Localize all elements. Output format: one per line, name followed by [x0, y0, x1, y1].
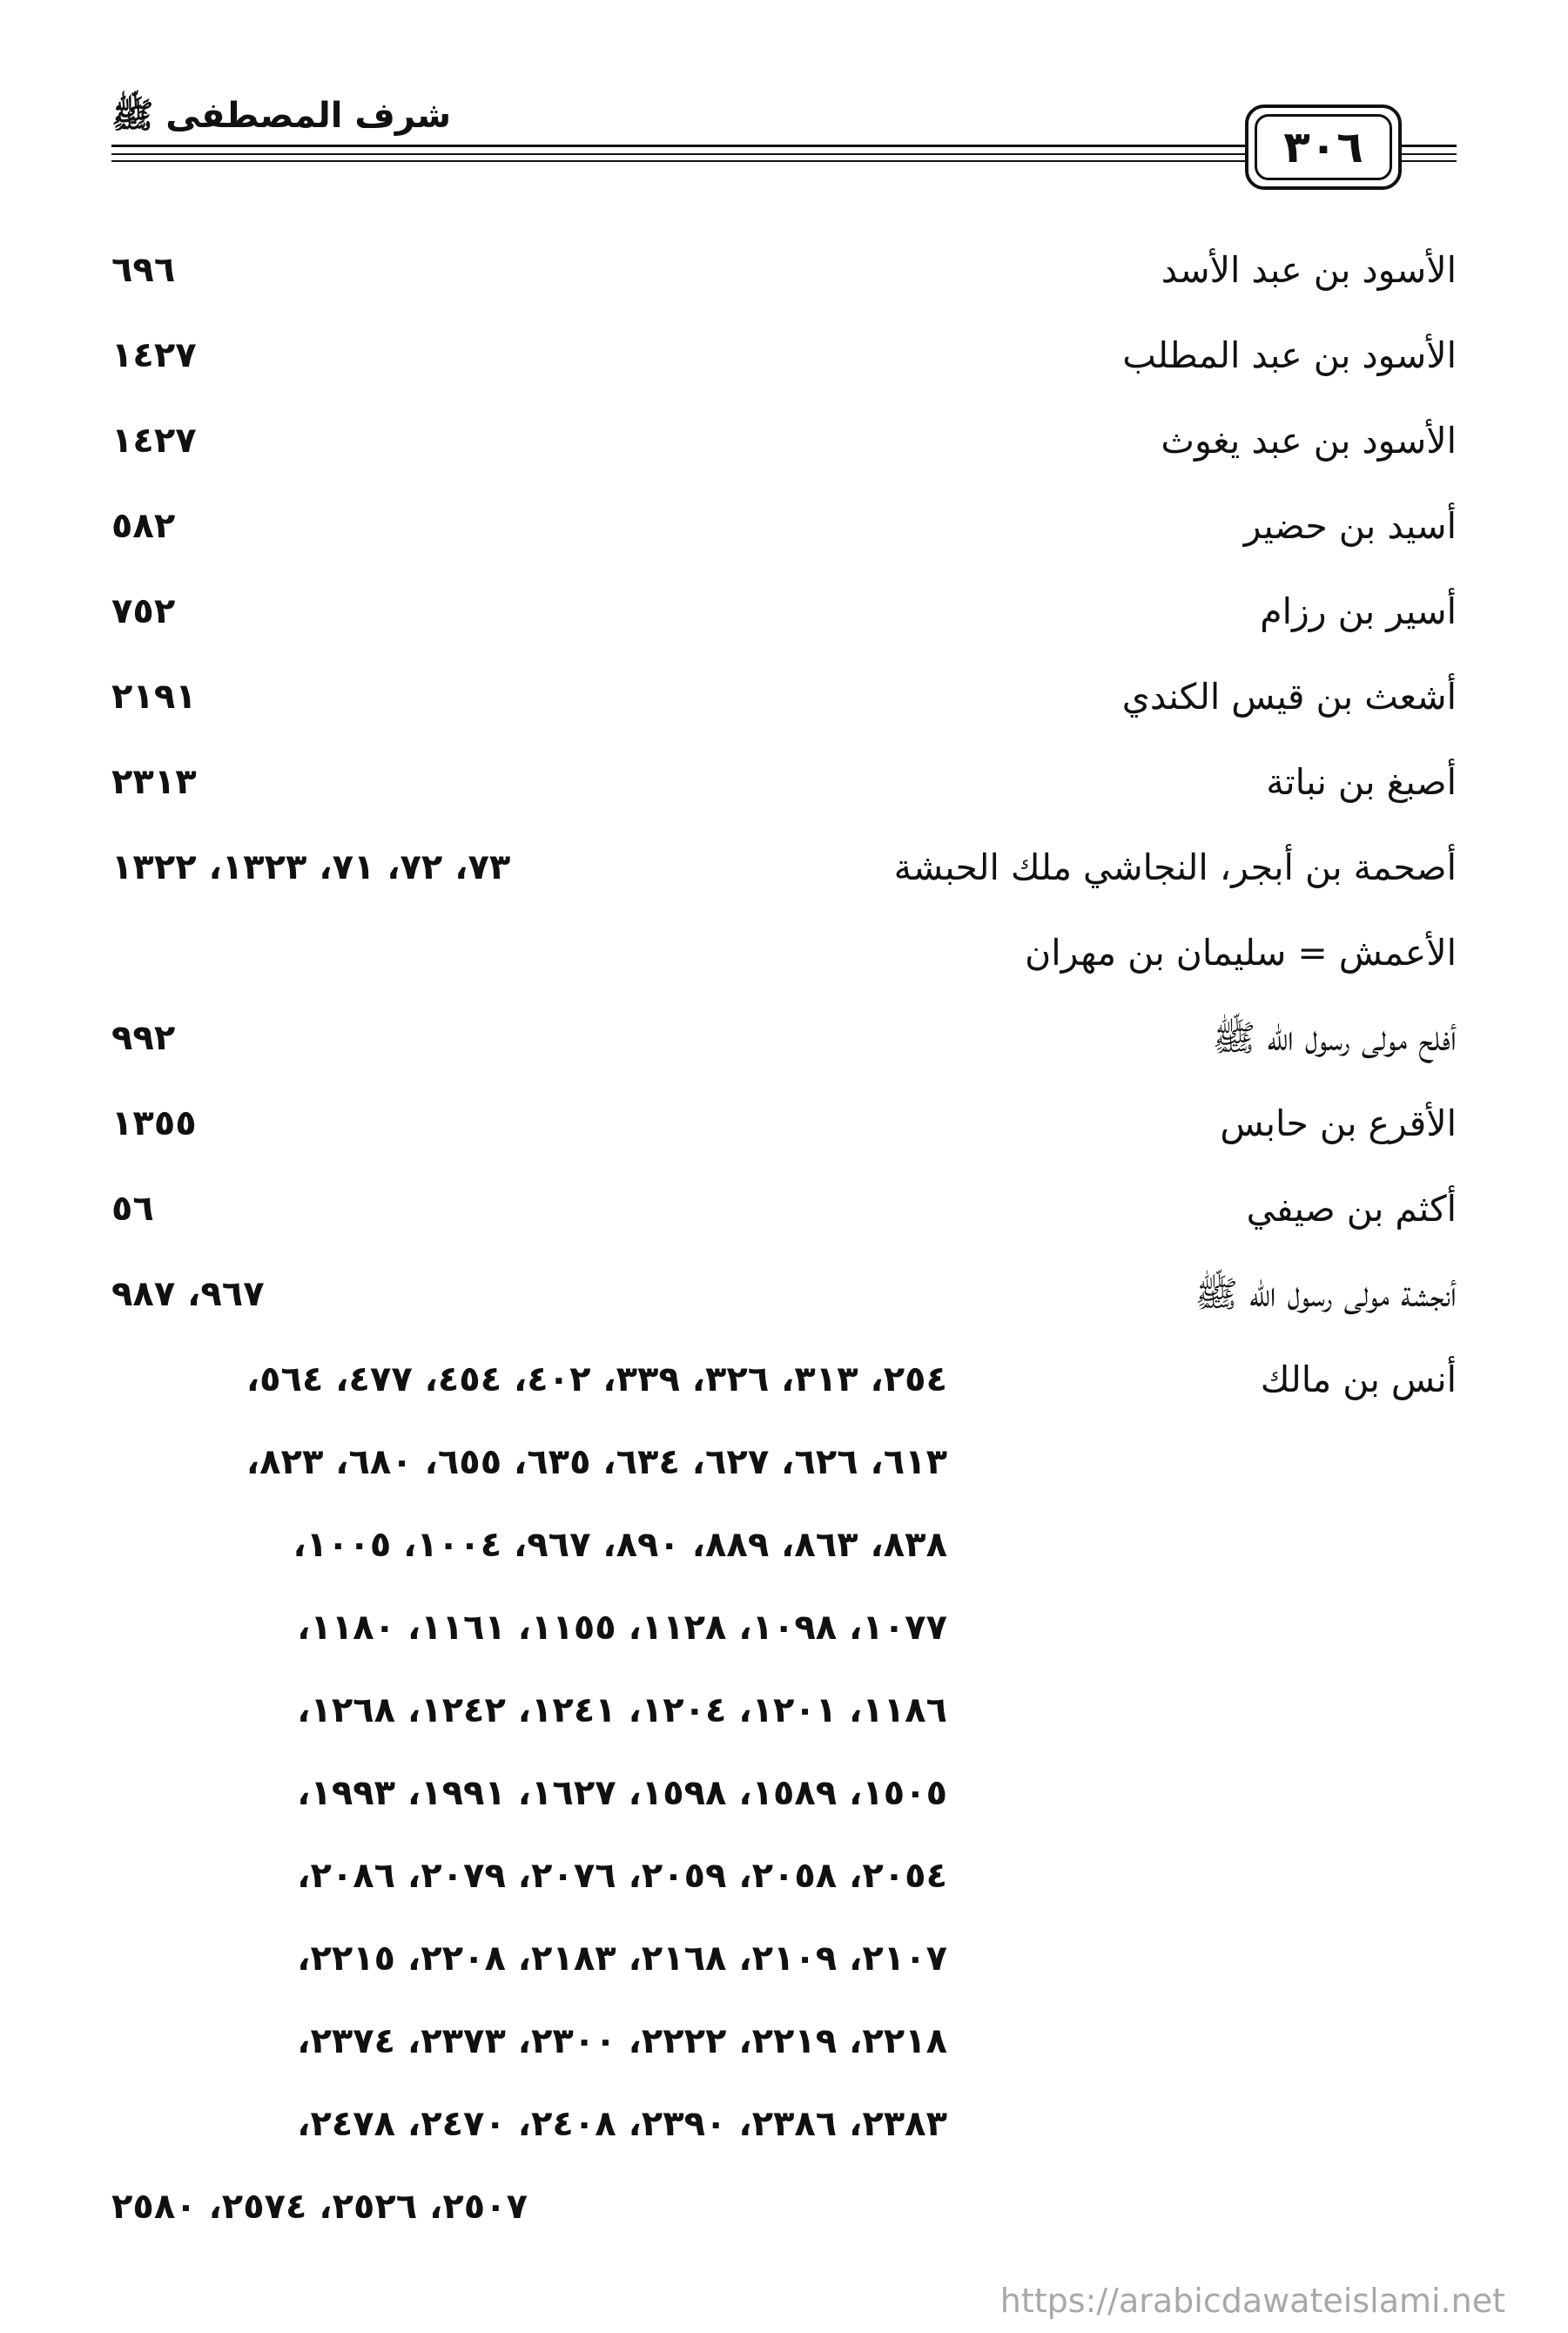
index-entry: [111, 740, 1457, 824]
index-entry: [111, 1082, 1457, 1165]
entry-pages: ٧٣، ٧٢، ٧١، ١٣٢٣، ١٣٢٢: [111, 847, 511, 887]
entry-name: أكثم بن صيفي: [1246, 1188, 1457, 1230]
anas-pages-line: ١٠٧٧، ١٠٩٨، ١١٢٨، ١١٥٥، ١١٦١، ١١٨٠،: [297, 1608, 947, 1648]
index-entry: [111, 228, 1457, 312]
entry-pages: ٦٩٦: [111, 250, 176, 290]
index-entry: [111, 655, 1457, 738]
running-title: شرف المصطفى ﷺ: [111, 96, 452, 136]
anas-pages-line: ٦١٣، ٦٢٦، ٦٢٧، ٦٣٤، ٦٣٥، ٦٥٥، ٦٨٠، ٨٢٣،: [246, 1442, 947, 1482]
entry-name: الأعمش = سليمان بن مهران: [1025, 932, 1457, 974]
anas-pages-line: ١١٨٦، ١٢٠١، ١٢٠٤، ١٢٤١، ١٢٤٢، ١٢٦٨،: [297, 1690, 947, 1730]
index-entry: [111, 996, 1457, 1080]
anas-pages-line: ٢٠٥٤، ٢٠٥٨، ٢٠٥٩، ٢٠٧٦، ٢٠٧٩، ٢٠٨٦،: [297, 1856, 947, 1896]
entry-pages: ٩٦٧، ٩٨٧: [111, 1274, 265, 1314]
anas-pages-line: ٢٢١٨، ٢٢١٩، ٢٢٢٢، ٢٣٠٠، ٢٣٧٣، ٢٣٧٤،: [297, 2021, 947, 2061]
entry-name: أشعث بن قيس الكندي: [1121, 676, 1457, 718]
source-watermark: https://arabicdawateislami.net: [999, 2282, 1505, 2320]
entry-name: أصحمة بن أبجر، النجاشي ملك الحبشة: [893, 846, 1457, 888]
anas-pages-line: ٢٥٠٧، ٢٥٢٦، ٢٥٧٤، ٢٥٨٠: [111, 2187, 528, 2227]
index-entry: [111, 314, 1457, 397]
anas-pages-line: ٨٣٨، ٨٦٣، ٨٨٩، ٨٩٠، ٩٦٧، ١٠٠٤، ١٠٠٥،: [293, 1525, 947, 1565]
entry-pages: ٩٩٢: [111, 1018, 176, 1058]
entry-pages: ٢٣١٣: [111, 762, 197, 802]
index-entry: [111, 826, 1457, 909]
entry-pages: ٧٥٢: [111, 591, 176, 631]
entry-name: أسير بن رزام: [1260, 590, 1457, 632]
entry-name: الأسود بن عبد يغوث: [1161, 420, 1457, 462]
entry-name: أنجشة مولى رسول الله ﷺ: [1195, 1273, 1457, 1315]
index-entry: [111, 484, 1457, 568]
entry-pages: ١٣٥٥: [111, 1103, 197, 1143]
entry-name: الأسود بن عبد الأسد: [1161, 249, 1457, 291]
page-number-frame: [1245, 105, 1402, 190]
anas-pages-line: ٢٣٨٣، ٢٣٨٦، ٢٣٩٠، ٢٤٠٨، ٢٤٧٠، ٢٤٧٨،: [297, 2104, 947, 2144]
entry-pages: ٥٦: [111, 1189, 154, 1229]
index-entry: [111, 1252, 1457, 1336]
anas-pages-line: ١٥٠٥، ١٥٨٩، ١٥٩٨، ١٦٢٧، ١٩٩١، ١٩٩٣،: [297, 1773, 947, 1813]
entry-name: الأقرع بن حابس: [1220, 1102, 1457, 1144]
index-entry: [111, 1167, 1457, 1251]
entry-name: أنس بن مالك: [1260, 1359, 1457, 1400]
index-entry: [111, 399, 1457, 482]
index-entry: [111, 570, 1457, 653]
anas-pages-line: ٢١٠٧، ٢١٠٩، ٢١٦٨، ٢١٨٣، ٢٢٠٨، ٢٢١٥،: [297, 1939, 947, 1979]
index-entry: [111, 911, 1457, 995]
entry-name: الأسود بن عبد المطلب: [1122, 334, 1457, 376]
entry-name: أصبغ بن نباتة: [1266, 761, 1457, 803]
entry-pages: ٢١٩١: [111, 677, 197, 717]
entry-pages: ١٤٢٧: [111, 335, 197, 375]
entry-name: أسيد بن حضير: [1243, 505, 1457, 547]
anas-pages-line: ٢٥٤، ٣١٣، ٣٢٦، ٣٣٩، ٤٠٢، ٤٥٤، ٤٧٧، ٥٦٤،: [246, 1359, 947, 1399]
entry-pages: ٥٨٢: [111, 506, 176, 546]
entry-pages: ١٤٢٧: [111, 421, 197, 461]
page-number: ٣٠٦: [1255, 114, 1392, 180]
entry-name: أفلح مولى رسول الله ﷺ: [1212, 1017, 1457, 1059]
